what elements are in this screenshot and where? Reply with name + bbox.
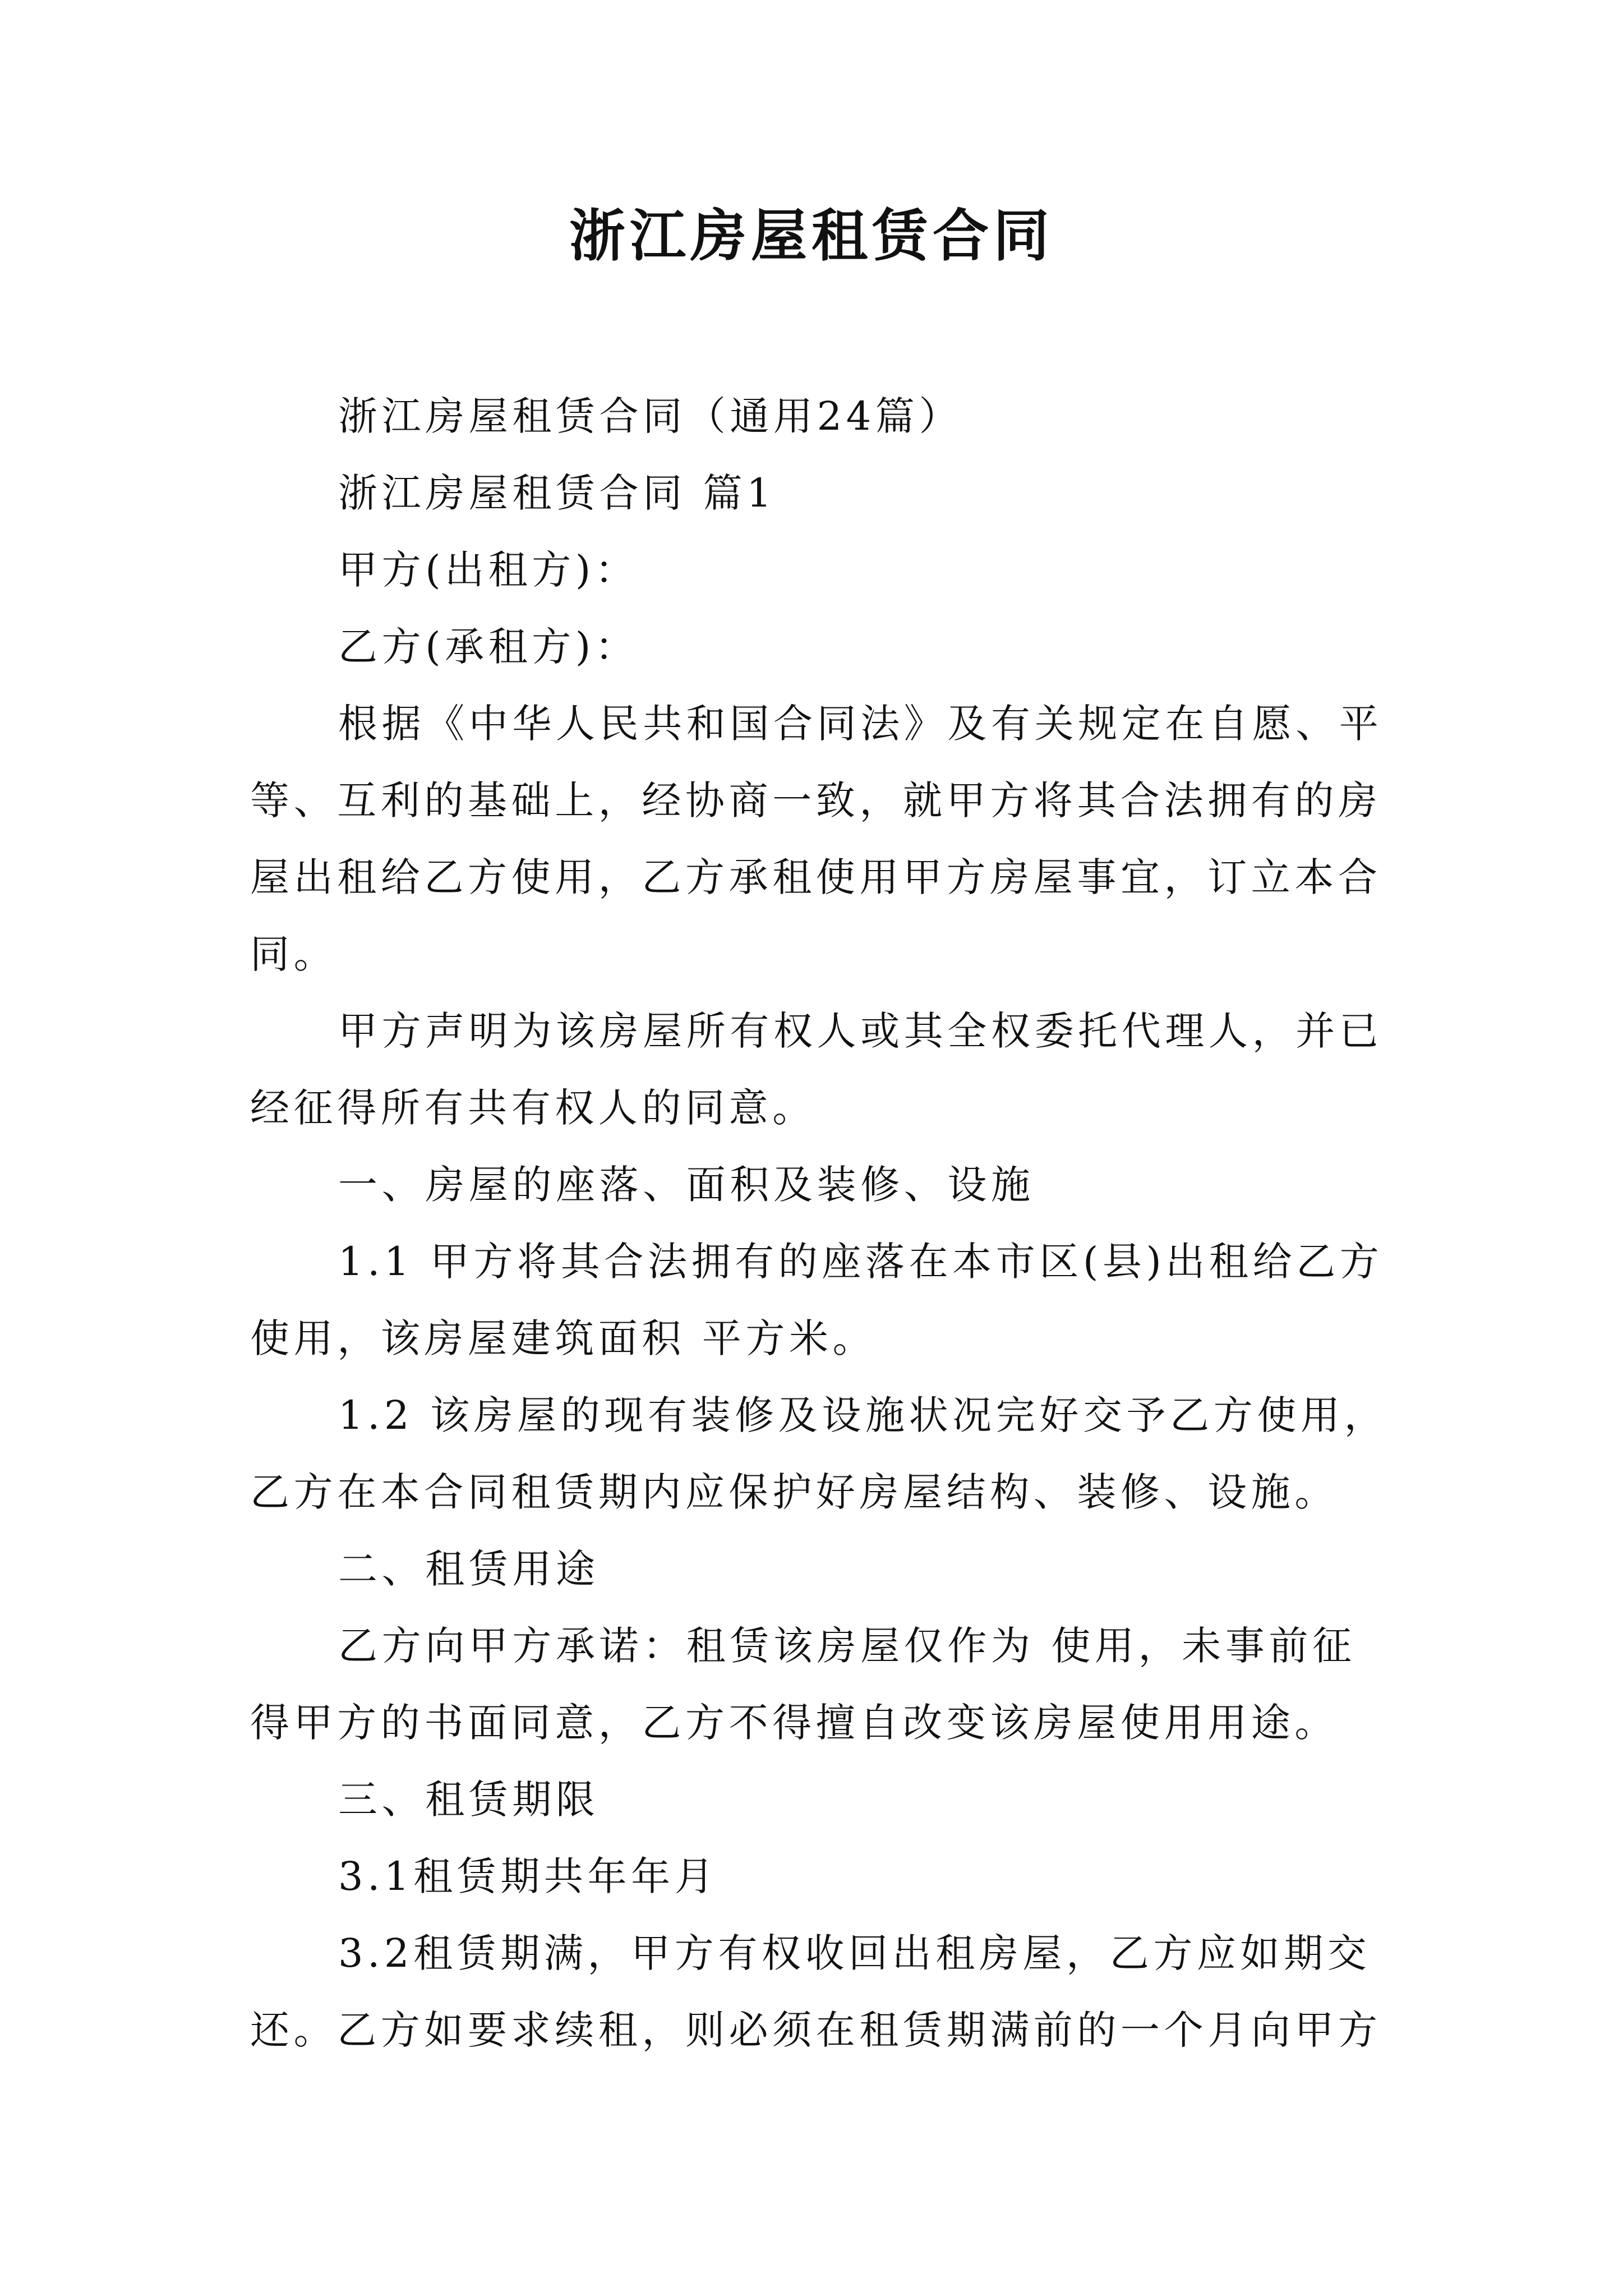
paragraph-line: 3.2租赁期满，甲方有权收回出租房屋，乙方应如期交 bbox=[338, 1930, 1371, 1976]
paragraph-subtitle bbox=[250, 378, 1484, 455]
paragraph-line: 等、互利的基础上，经协商一致，就甲方将其合法拥有的房 bbox=[250, 777, 1382, 823]
paragraph-line: 二、租赁用途 bbox=[338, 1546, 600, 1592]
document-body bbox=[250, 378, 1484, 2069]
paragraph-line: 使用，该房屋建筑面积 平方米。 bbox=[250, 1315, 877, 1361]
paragraph-line: 浙江房屋租赁合同 篇1 bbox=[338, 470, 776, 516]
paragraph-clause-3-2 bbox=[250, 1915, 1484, 2069]
paragraph-party-b bbox=[250, 609, 1484, 685]
paragraph-heading-1 bbox=[250, 1147, 1484, 1223]
paragraph-line: 3.1租赁期共年年月 bbox=[338, 1853, 718, 1899]
paragraph-line: 得甲方的书面同意，乙方不得擅自改变该房屋使用用途。 bbox=[250, 1700, 1338, 1746]
paragraph-party-a bbox=[250, 532, 1484, 609]
document-title: 浙江房屋租赁合同 bbox=[569, 203, 1054, 269]
paragraph-clause-3-1 bbox=[250, 1838, 1484, 1915]
paragraph-line: 甲方声明为该房屋所有权人或其全权委托代理人，并已 bbox=[338, 1008, 1383, 1054]
paragraph-line: 乙方在本合同租赁期内应保护好房屋结构、装修、设施。 bbox=[250, 1469, 1338, 1515]
paragraph-clause-1-1 bbox=[250, 1223, 1484, 1377]
paragraph-usage-commitment bbox=[250, 1608, 1484, 1761]
paragraph-line: 甲方(出租方)： bbox=[338, 547, 639, 593]
paragraph-heading-3 bbox=[250, 1761, 1484, 1838]
paragraph-line: 1.2 该房屋的现有装修及设施状况完好交予乙方使用， bbox=[338, 1392, 1388, 1438]
paragraph-line: 乙方(承租方)： bbox=[338, 624, 639, 670]
paragraph-line: 三、租赁期限 bbox=[338, 1777, 600, 1823]
paragraph-line: 经征得所有共有权人的同意。 bbox=[250, 1085, 816, 1131]
paragraph-declaration bbox=[250, 993, 1484, 1147]
paragraph-preamble bbox=[250, 685, 1484, 993]
paragraph-line: 同。 bbox=[250, 931, 338, 977]
paragraph-section-heading bbox=[250, 455, 1484, 532]
paragraph-line: 根据《中华人民共和国合同法》及有关规定在自愿、平 bbox=[338, 701, 1383, 747]
paragraph-line: 乙方向甲方承诺：租赁该房屋仅作为 使用，未事前征 bbox=[338, 1623, 1356, 1669]
paragraph-line: 屋出租给乙方使用，乙方承租使用甲方房屋事宜，订立本合 bbox=[250, 854, 1382, 900]
paragraph-line: 浙江房屋租赁合同（通用24篇） bbox=[338, 393, 963, 439]
paragraph-heading-2 bbox=[250, 1531, 1484, 1608]
paragraph-clause-1-2 bbox=[250, 1377, 1484, 1531]
paragraph-line: 1.1 甲方将其合法拥有的座落在本市区(县)出租给乙方 bbox=[338, 1239, 1384, 1285]
paragraph-line: 一、房屋的座落、面积及装修、设施 bbox=[338, 1162, 1035, 1208]
paragraph-line: 还。乙方如要求续租，则必须在租赁期满前的一个月向甲方 bbox=[250, 2007, 1382, 2053]
